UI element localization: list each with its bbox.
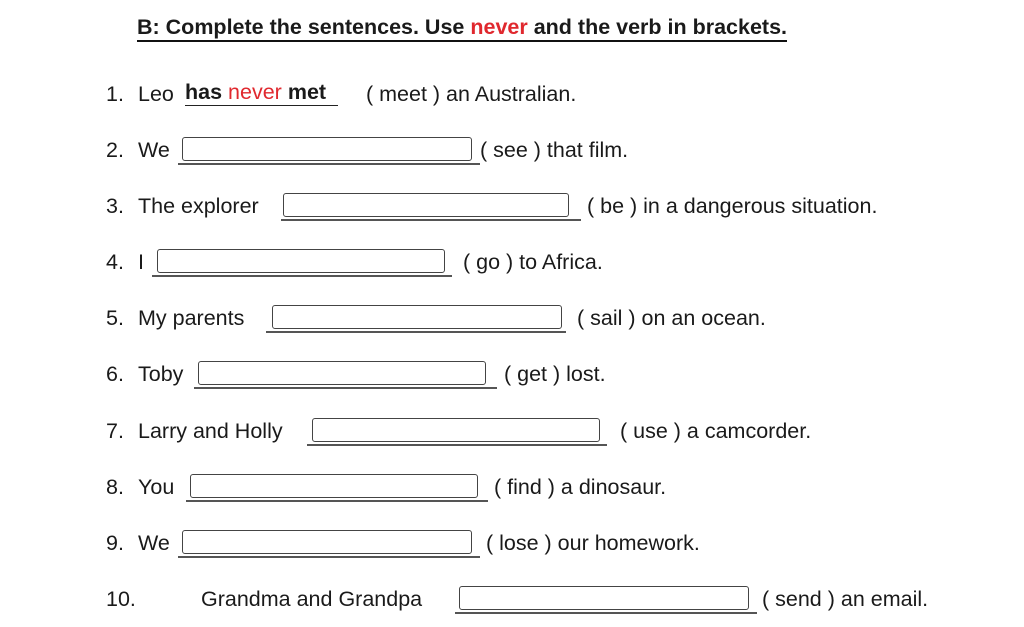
sentence-rest: ( sail ) on an ocean. [577, 306, 766, 330]
sentence-subject: Grandma and Grandpa [201, 587, 423, 611]
answer-line [307, 444, 607, 446]
sentence-rest: ( meet ) an Australian. [366, 82, 577, 106]
answer-field-8[interactable] [190, 474, 478, 498]
sentence-rest: ( see ) that film. [480, 138, 629, 162]
sentence-number: 3. [106, 194, 124, 218]
sentence-rest: ( go ) to Africa. [463, 250, 603, 274]
answer-field-4[interactable] [157, 249, 445, 273]
answer-line [152, 275, 452, 277]
sentence-subject: We [138, 138, 170, 162]
answer-field-2[interactable] [182, 137, 472, 161]
sentence-number: 10. [106, 587, 136, 611]
answer-line [178, 556, 480, 558]
example-answer [185, 79, 338, 106]
sentence-subject: Leo [138, 82, 174, 106]
title-after: and the verb in brackets. [527, 15, 788, 39]
worksheet-title [137, 14, 787, 42]
sentence-number: 7. [106, 419, 124, 443]
sentence-rest: ( be ) in a dangerous situation. [587, 194, 878, 218]
sentence-number: 9. [106, 531, 124, 555]
answer-never: never [228, 80, 282, 104]
answer-has: has [185, 80, 223, 104]
answer-line [194, 387, 497, 389]
answer-line [266, 331, 566, 333]
sentence-number: 4. [106, 250, 124, 274]
sentence-subject: You [138, 475, 175, 499]
sentence-subject: Larry and Holly [138, 419, 283, 443]
sentence-number: 8. [106, 475, 124, 499]
sentence-number: 5. [106, 306, 124, 330]
title-keyword-never: never [470, 15, 528, 39]
answer-field-9[interactable] [182, 530, 472, 554]
answer-field-3[interactable] [283, 193, 569, 217]
sentence-subject: The explorer [138, 194, 259, 218]
answer-field-6[interactable] [198, 361, 486, 385]
answer-met: met [287, 80, 327, 104]
title-before: B: Complete the sentences. Use [137, 15, 471, 39]
sentence-number: 2. [106, 138, 124, 162]
answer-line [455, 612, 757, 614]
answer-field-7[interactable] [312, 418, 600, 442]
answer-field-5[interactable] [272, 305, 562, 329]
sentence-subject: My parents [138, 306, 245, 330]
sentence-rest: ( get ) lost. [504, 362, 606, 386]
answer-line [186, 500, 488, 502]
sentence-subject: Toby [138, 362, 184, 386]
sentence-rest: ( lose ) our homework. [486, 531, 700, 555]
answer-field-10[interactable] [459, 586, 749, 610]
sentence-number: 6. [106, 362, 124, 386]
sentence-subject: We [138, 531, 170, 555]
sentence-rest: ( use ) a camcorder. [620, 419, 812, 443]
answer-line [178, 163, 480, 165]
sentence-subject: I [138, 250, 144, 274]
sentence-rest: ( find ) a dinosaur. [494, 475, 667, 499]
answer-line [281, 219, 581, 221]
sentence-number: 1. [106, 82, 124, 106]
sentence-rest: ( send ) an email. [762, 587, 929, 611]
